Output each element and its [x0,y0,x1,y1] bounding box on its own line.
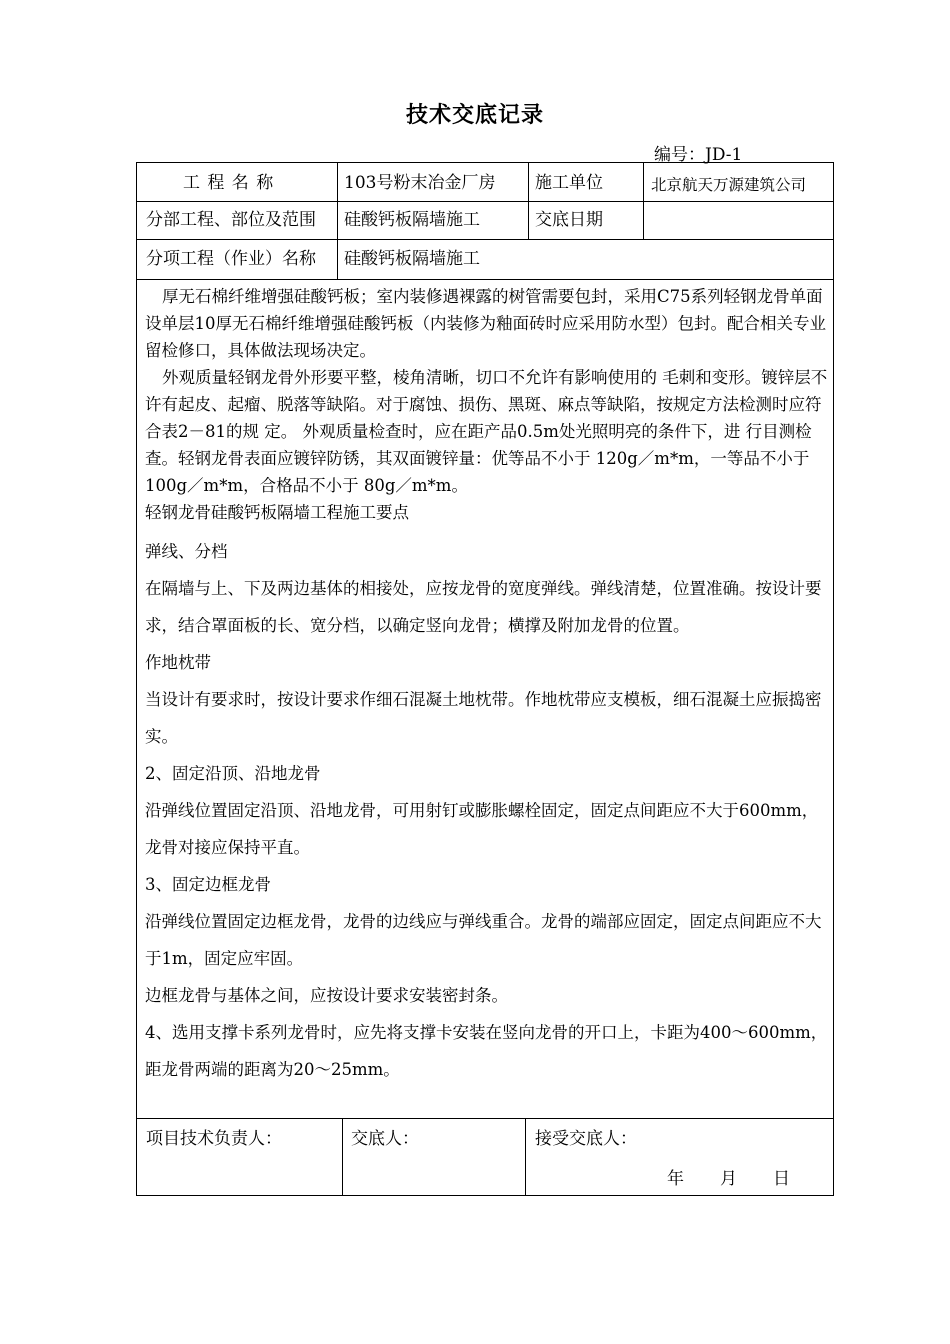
briefer-label: 交底人： [351,1129,419,1149]
project-name-value: 103号粉末冶金厂房 [344,173,496,193]
column-divider [342,1118,343,1196]
item-label: 分项工程（作业）名称 [146,249,316,269]
briefing-date-label: 交底日期 [535,210,603,230]
section-heading: 弹线、分档 [145,542,228,561]
content-paragraph: 沿弹线位置固定沿顶、沿地龙骨，可用射钉或膨胀螺栓固定，固定点间距应不大于600mm，龙骨对接应保持平直。 [145,801,819,857]
tech-lead-label: 项目技术负责人： [146,1129,282,1149]
content-paragraph: 当设计有要求时，按设计要求作细石混凝土地枕带。作地枕带应支模板，细石混凝土应振捣密实。 [145,690,822,746]
briefing-content [145,283,829,1088]
content-paragraph: 轻钢龙骨硅酸钙板隔墙工程施工要点 [145,503,409,522]
construction-unit-label: 施工单位 [535,173,603,193]
content-paragraph: 沿弹线位置固定边框龙骨，龙骨的边线应与弹线重合。龙骨的端部应固定，固定点间距应不大于1m，固定应牢固。 [145,912,822,968]
signature-date [667,1164,790,1189]
document-title: 技术交底记录 [405,102,544,128]
content-paragraph: 在隔墙与上、下及两边基体的相接处，应按龙骨的宽度弹线。弹线清楚，位置准确。按设计要求，结合罩面板的长、宽分档，以确定竖向龙骨；横撑及附加龙骨的位置。 [145,579,822,635]
section-heading: 3、固定边框龙骨 [145,875,271,894]
content-paragraph: 边框龙骨与基体之间，应按设计要求安装密封条。 [145,986,508,1005]
section-heading: 作地枕带 [145,653,211,672]
row-divider [137,201,833,202]
project-name-label: 工 程 名 称 [183,173,275,193]
document-number: 编号：JD-1 [654,145,743,165]
record-table [136,162,834,1196]
section-heading: 2、固定沿顶、沿地龙骨 [145,764,321,783]
date-day-label: 日 [773,1169,790,1189]
content-paragraph: 厚无石棉纤维增强硅酸钙板；室内装修遇裸露的树管需要包封，采用C75系列轻钢龙骨单面设单层10厚无石棉纤维增强硅酸钙板（内装修为釉面砖时应采用防水型）包封。配合相关专业留检修口，具体做法现场决定。 [145,287,826,360]
receiver-label: 接受交底人： [535,1129,637,1149]
item-value: 硅酸钙板隔墙施工 [344,249,480,269]
row-divider [137,1118,833,1119]
content-paragraph: 外观质量轻钢龙骨外形要平整，棱角清晰，切口不允许有影响使用的 毛刺和变形。镀锌层不许有起皮、起瘤、脱落等缺陷。对于腐蚀、损伤、黑斑、麻点等缺陷，按规定方法检测时应符合表2－81的规 定。 外观质量检查时，应在距产品0.5m处光照明亮的条件下，进 行目测检查。轻钢龙骨表面应镀锌防锈，其双面镀锌量：优等品不小于 120g／m*m，一等品不小于 100g／m*m，合格品不小于 80g／m*m。 [145,368,828,495]
sub-project-value: 硅酸钙板隔墙施工 [344,210,480,230]
row-divider [137,239,833,240]
construction-unit-value: 北京航天万源建筑公司 [651,176,807,194]
row-divider [137,279,833,280]
date-month-label: 月 [720,1169,737,1189]
column-divider [525,1118,526,1196]
content-paragraph: 4、选用支撑卡系列龙骨时，应先将支撑卡安装在竖向龙骨的开口上，卡距为400～600mm，距龙骨两端的距离为20～25mm。 [145,1023,828,1079]
column-divider [528,163,529,239]
date-year-label: 年 [667,1169,684,1189]
column-divider [643,163,644,239]
sub-project-label: 分部工程、部位及范围 [146,210,316,230]
column-divider [337,163,338,279]
